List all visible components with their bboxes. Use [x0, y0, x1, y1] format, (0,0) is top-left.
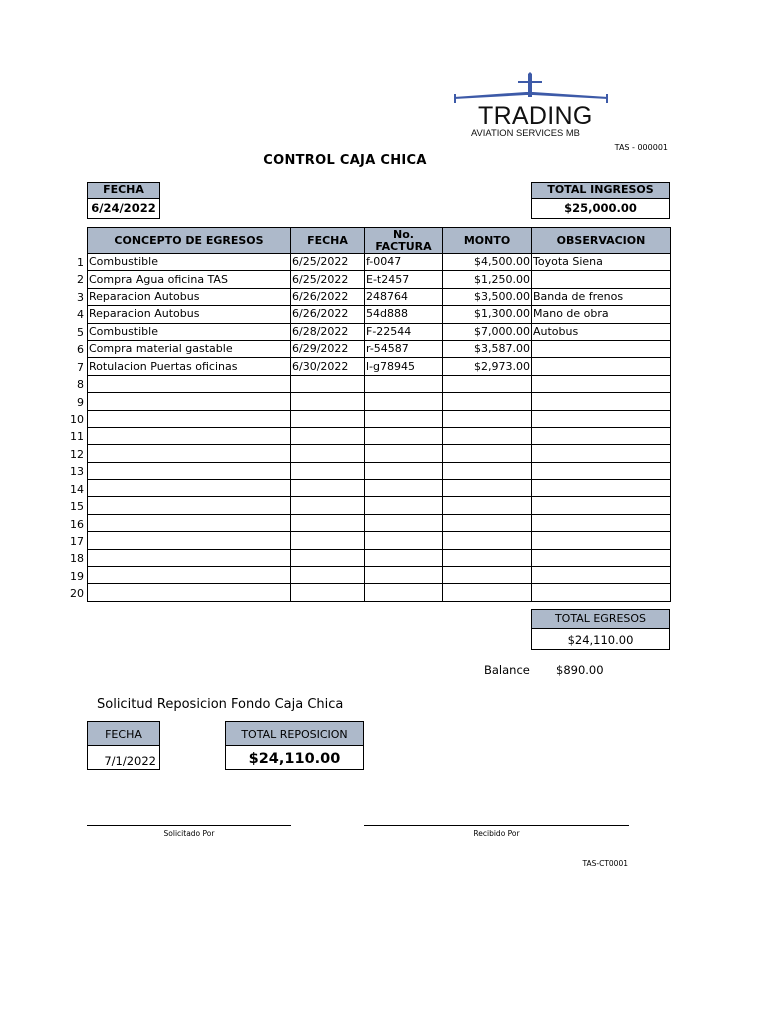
row-number: 6	[77, 343, 84, 357]
total-egresos-label: TOTAL EGRESOS	[531, 609, 670, 629]
cell-obs	[532, 480, 671, 497]
cell-monto	[443, 549, 532, 566]
cell-concepto	[88, 497, 291, 514]
row-number: 15	[70, 500, 84, 514]
reposicion-fecha-value: 7/1/2022	[87, 745, 160, 770]
cell-fecha	[291, 393, 365, 410]
cell-fecha	[291, 567, 365, 584]
table-row	[88, 497, 671, 514]
cell-fecha: 6/30/2022	[291, 358, 365, 375]
cell-concepto	[88, 393, 291, 410]
table-row	[88, 358, 671, 375]
cell-obs	[532, 410, 671, 427]
table-row	[88, 549, 671, 566]
cell-fecha: 6/29/2022	[291, 340, 365, 357]
cell-factura	[365, 410, 443, 427]
row-number: 8	[77, 378, 84, 392]
cell-monto	[443, 567, 532, 584]
cell-monto: $1,300.00	[443, 306, 532, 323]
total-ingresos-label: TOTAL INGRESOS	[531, 182, 670, 199]
table-row	[88, 480, 671, 497]
recibido-label: Recibido Por	[473, 829, 520, 838]
cell-fecha	[291, 497, 365, 514]
cell-factura	[365, 514, 443, 531]
row-number: 1	[77, 256, 84, 269]
table-row	[88, 445, 671, 462]
cell-factura	[365, 445, 443, 462]
cell-concepto	[88, 514, 291, 531]
cell-monto: $2,973.00	[443, 358, 532, 375]
cell-concepto: Compra material gastable	[88, 340, 291, 357]
cell-obs	[532, 445, 671, 462]
cell-factura	[365, 462, 443, 479]
cell-concepto	[88, 445, 291, 462]
cell-factura: E-t2457	[365, 271, 443, 288]
cell-fecha: 6/25/2022	[291, 254, 365, 271]
cell-concepto	[88, 567, 291, 584]
header-observacion: OBSERVACION	[532, 228, 671, 254]
solicitado-label: Solicitado Por	[163, 829, 215, 838]
cell-fecha	[291, 445, 365, 462]
cell-concepto	[88, 480, 291, 497]
page-title: CONTROL CAJA CHICA	[263, 153, 427, 168]
row-number: 5	[77, 325, 84, 339]
table-row	[88, 323, 671, 340]
cell-factura: r-54587	[365, 340, 443, 357]
row-number: 4	[77, 308, 84, 322]
cell-monto	[443, 427, 532, 444]
row-number: 3	[77, 290, 84, 304]
reposicion-fecha-label: FECHA	[87, 721, 160, 746]
cell-obs	[532, 340, 671, 357]
cell-fecha	[291, 514, 365, 531]
cell-obs	[532, 584, 671, 601]
cell-concepto: Combustible	[88, 254, 291, 271]
cell-monto	[443, 462, 532, 479]
cell-monto	[443, 532, 532, 549]
cell-factura	[365, 549, 443, 566]
header-monto: MONTO	[443, 228, 532, 254]
row-number: 17	[70, 535, 84, 548]
cell-obs	[532, 462, 671, 479]
cell-factura: F-22544	[365, 323, 443, 340]
cell-fecha	[291, 549, 365, 566]
cell-obs	[532, 393, 671, 410]
table-row	[88, 340, 671, 357]
fecha-value: 6/24/2022	[87, 198, 160, 219]
cell-obs: Autobus	[532, 323, 671, 340]
cell-monto	[443, 445, 532, 462]
cell-concepto: Rotulacion Puertas oficinas	[88, 358, 291, 375]
row-number: 7	[77, 360, 84, 374]
cell-monto: $4,500.00	[443, 254, 532, 271]
cell-factura	[365, 532, 443, 549]
cell-fecha	[291, 375, 365, 392]
cell-fecha	[291, 584, 365, 601]
row-number: 19	[70, 569, 84, 583]
cell-concepto	[88, 462, 291, 479]
cell-obs: Toyota Siena	[532, 254, 671, 271]
row-number: 20	[70, 587, 84, 601]
row-number: 12	[70, 447, 84, 461]
cell-factura	[365, 497, 443, 514]
cell-monto	[443, 375, 532, 392]
cell-concepto: Reparacion Autobus	[88, 306, 291, 323]
table-row	[88, 532, 671, 549]
cell-obs	[532, 271, 671, 288]
cell-factura: f-0047	[365, 254, 443, 271]
cell-factura	[365, 480, 443, 497]
total-reposicion-value: $24,110.00	[225, 745, 364, 770]
total-egresos-value: $24,110.00	[531, 628, 670, 650]
cell-fecha: 6/26/2022	[291, 306, 365, 323]
header-fecha: FECHA	[291, 228, 365, 254]
cell-obs	[532, 532, 671, 549]
cell-obs	[532, 549, 671, 566]
header-factura: No. FACTURA	[365, 228, 443, 254]
table-row	[88, 514, 671, 531]
table-row	[88, 567, 671, 584]
cell-monto	[443, 497, 532, 514]
company-logo	[452, 70, 617, 142]
cell-fecha	[291, 410, 365, 427]
cell-fecha	[291, 480, 365, 497]
row-number: 14	[70, 482, 84, 496]
cell-factura: 54d888	[365, 306, 443, 323]
form-code: TAS-CT0001	[582, 859, 628, 868]
row-number: 2	[77, 273, 84, 287]
cell-monto	[443, 393, 532, 410]
row-number: 16	[70, 517, 84, 531]
cell-factura	[365, 427, 443, 444]
table-row	[88, 393, 671, 410]
row-number: 18	[70, 552, 84, 566]
cell-factura: 248764	[365, 288, 443, 305]
balance-label: Balance	[484, 663, 530, 677]
table-row	[88, 375, 671, 392]
cell-concepto: Compra Agua oficina TAS	[88, 271, 291, 288]
total-ingresos-value: $25,000.00	[531, 198, 670, 219]
cell-fecha	[291, 532, 365, 549]
recibido-signature-line	[364, 825, 629, 826]
row-number: 10	[70, 412, 84, 426]
table-row	[88, 271, 671, 288]
cell-obs	[532, 567, 671, 584]
cell-obs	[532, 375, 671, 392]
cell-monto: $3,587.00	[443, 340, 532, 357]
cell-monto	[443, 514, 532, 531]
table-row	[88, 427, 671, 444]
table-row	[88, 254, 671, 271]
cell-factura	[365, 567, 443, 584]
cell-obs	[532, 427, 671, 444]
cell-fecha: 6/25/2022	[291, 271, 365, 288]
cell-concepto	[88, 549, 291, 566]
cell-factura	[365, 584, 443, 601]
row-numbers	[62, 254, 84, 603]
cell-obs	[532, 514, 671, 531]
solicitado-signature-line	[87, 825, 291, 826]
cell-obs: Mano de obra	[532, 306, 671, 323]
cell-concepto	[88, 427, 291, 444]
table-header-row	[88, 228, 671, 254]
cell-fecha	[291, 462, 365, 479]
table-row	[88, 462, 671, 479]
cell-fecha: 6/26/2022	[291, 288, 365, 305]
balance-value: $890.00	[556, 663, 604, 677]
total-reposicion-label: TOTAL REPOSICION	[225, 721, 364, 746]
cell-factura: l-g78945	[365, 358, 443, 375]
row-number: 13	[70, 465, 84, 479]
logo-wordmark: TRADING	[478, 102, 593, 130]
row-number: 11	[70, 430, 84, 444]
cell-concepto: Combustible	[88, 323, 291, 340]
cell-concepto: Reparacion Autobus	[88, 288, 291, 305]
cell-factura	[365, 393, 443, 410]
cell-fecha	[291, 427, 365, 444]
cell-monto	[443, 410, 532, 427]
cell-monto: $7,000.00	[443, 323, 532, 340]
table-row	[88, 306, 671, 323]
cell-concepto	[88, 584, 291, 601]
table-row	[88, 410, 671, 427]
cell-concepto	[88, 375, 291, 392]
table-row	[88, 584, 671, 601]
header-concepto: CONCEPTO DE EGRESOS	[88, 228, 291, 254]
logo-subtitle: AVIATION SERVICES MB	[471, 127, 580, 138]
cell-obs: Banda de frenos	[532, 288, 671, 305]
cell-monto: $1,250.00	[443, 271, 532, 288]
cell-fecha: 6/28/2022	[291, 323, 365, 340]
cell-factura	[365, 375, 443, 392]
reposicion-title: Solicitud Reposicion Fondo Caja Chica	[97, 697, 344, 712]
row-number: 9	[77, 395, 84, 409]
cell-concepto	[88, 410, 291, 427]
cell-monto	[443, 480, 532, 497]
document-code: TAS - 000001	[614, 143, 668, 152]
cell-monto: $3,500.00	[443, 288, 532, 305]
cell-obs	[532, 497, 671, 514]
cell-concepto	[88, 532, 291, 549]
table-row	[88, 288, 671, 305]
cell-monto	[443, 584, 532, 601]
fecha-label: FECHA	[87, 182, 160, 199]
egresos-table	[87, 227, 671, 602]
cell-obs	[532, 358, 671, 375]
